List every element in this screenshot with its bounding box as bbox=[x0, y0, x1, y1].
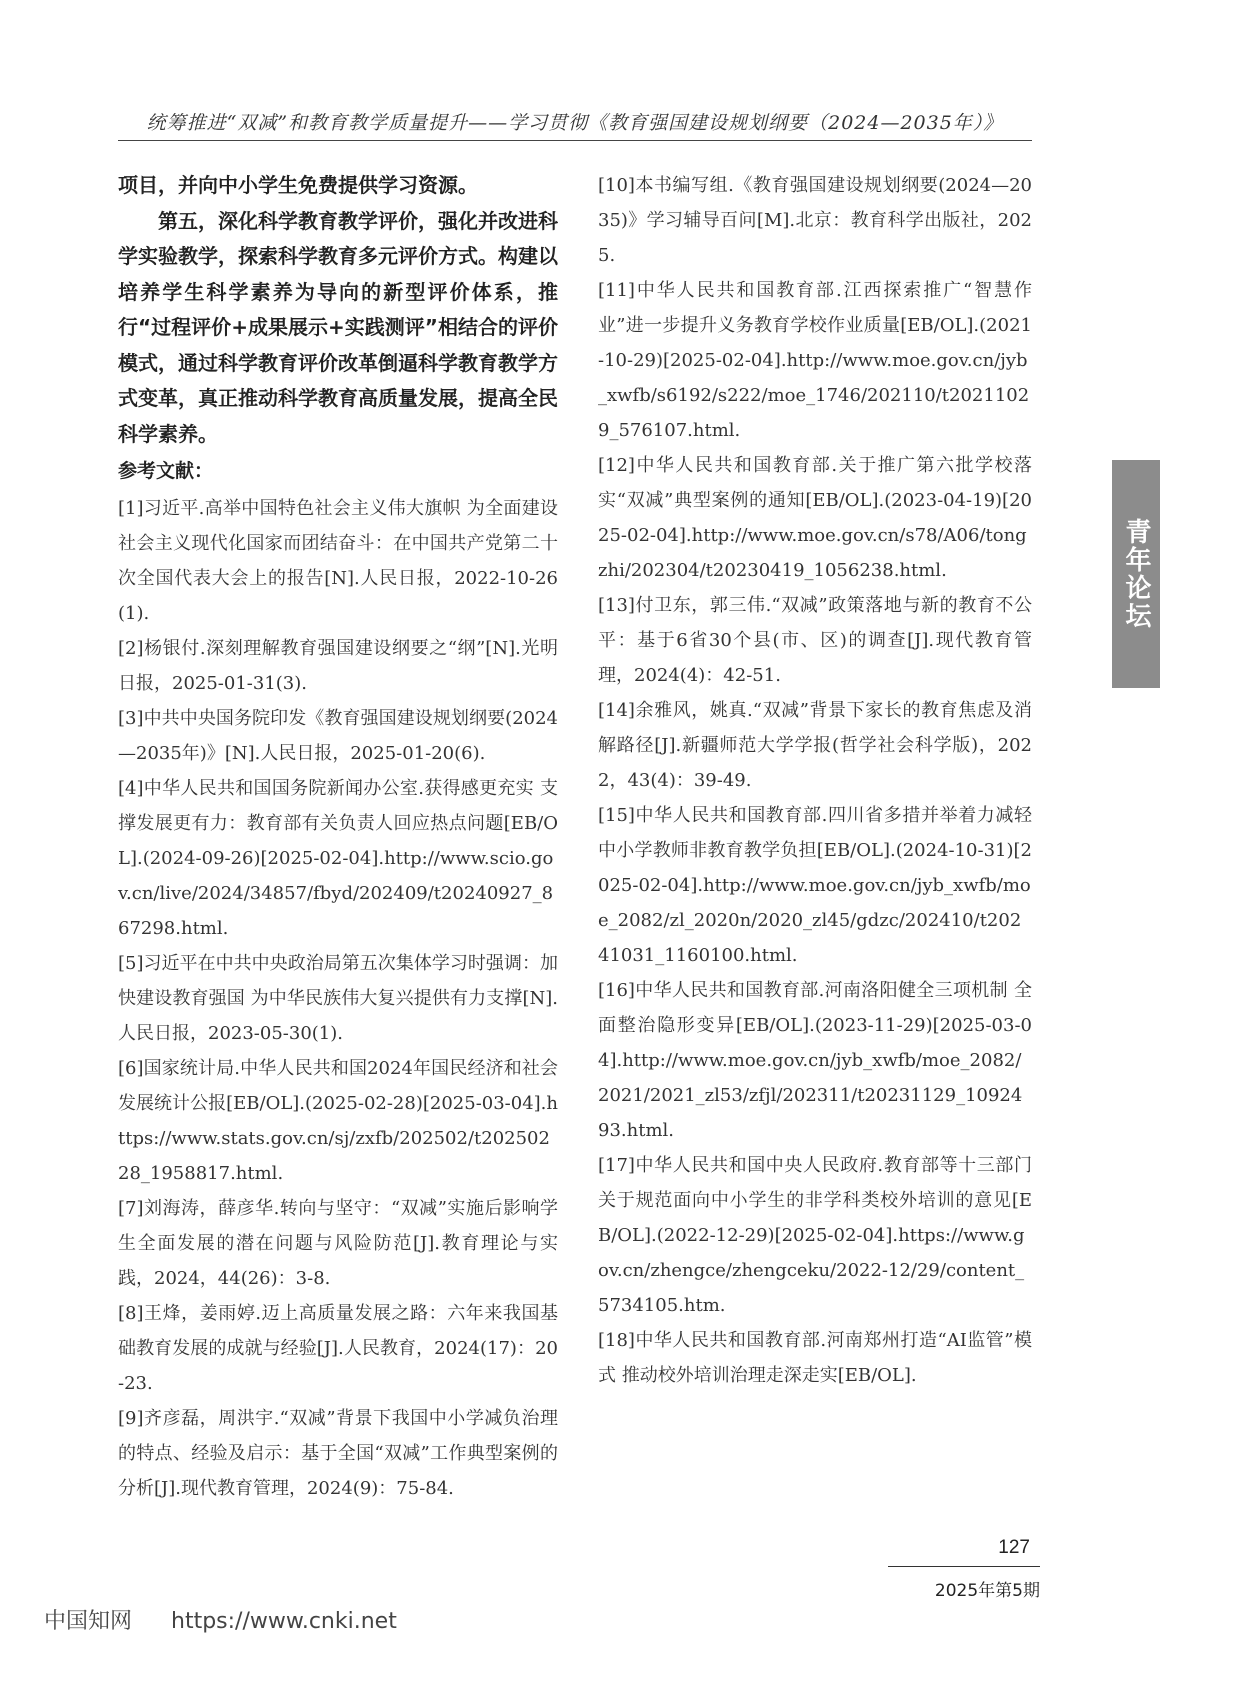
reference-item: [2]杨银付.深刻理解教育强国建设纲要之“纲”[N].光明日报，2025-01-31(3). bbox=[118, 638, 558, 694]
reference-item: [14]余雅风，姚真.“双减”背景下家长的教育焦虑及消解路径[J].新疆师范大学学报(哲学社会科学版)，2022，43(4)：39-49. bbox=[598, 700, 1032, 791]
reference-item: [4]中华人民共和国国务院新闻办公室.获得感更充实 支撑发展更有力：教育部有关负责人回应热点问题[EB/OL].(2024-09-26)[2025-02-04].http://www.scio.gov.cn/live/2024/34857/fbyd/202409/t20240927_867298.html. bbox=[118, 778, 558, 939]
right-column bbox=[598, 168, 1032, 1393]
section-side-tab-label: 青年论坛 bbox=[1121, 518, 1151, 630]
reference-item: [17]中华人民共和国中央人民政府.教育部等十三部门关于规范面向中小学生的非学科类校外培训的意见[EB/OL].(2022-12-29)[2025-02-04].https://www.gov.cn/zhengce/zhengceku/2022-12/29/content_5734105.htm. bbox=[598, 1155, 1032, 1316]
reference-item: [15]中华人民共和国教育部.四川省多措并举着力减轻中小学教师非教育教学负担[EB/OL].(2024-10-31)[2025-02-04].http://www.moe.gov.cn/jyb_xwfb/moe_2082/zl_2020n/2020_zl45/gdzc/202410/t20241031_1160100.html. bbox=[598, 805, 1032, 966]
section-side-tab bbox=[1112, 460, 1160, 688]
body-paragraph: 第五，深化科学教育教学评价，强化并改进科学实验教学，探索科学教育多元评价方式。构建以培养学生科学素养为导向的新型评价体系，推行“过程评价+成果展示+实践测评”相结合的评价模式，通过科学教育评价改革倒逼科学教育教学方式变革，真正推动科学教育高质量发展，提高全民科学素养。 bbox=[118, 208, 558, 446]
reference-item: [5]习近平在中共中央政治局第五次集体学习时强调：加快建设教育强国 为中华民族伟大复兴提供有力支撑[N].人民日报，2023-05-30(1). bbox=[118, 953, 558, 1044]
reference-item: [8]王烽，姜雨婷.迈上高质量发展之路：六年来我国基础教育发展的成就与经验[J].人民教育，2024(17)：20-23. bbox=[118, 1303, 558, 1394]
references-heading: 参考文献： bbox=[118, 460, 214, 482]
reference-item: [12]中华人民共和国教育部.关于推广第六批学校落实“双减”典型案例的通知[EB/OL].(2023-04-19)[2025-02-04].http://www.moe.gov.cn/s78/A06/tongzhi/202304/t20230419_1056238.html. bbox=[598, 455, 1032, 581]
running-header: 统筹推进“双减”和教育教学质量提升——学习贯彻《教育强国建设规划纲要（2024—2035年）》 bbox=[146, 112, 1004, 134]
watermark bbox=[44, 1604, 397, 1635]
reference-item: [11]中华人民共和国教育部.江西探索推广“智慧作业”进一步提升义务教育学校作业质量[EB/OL].(2021-10-29)[2025-02-04].http://www.moe.gov.cn/jyb_xwfb/s6192/s222/moe_1746/202110/t20211029_576107.html. bbox=[598, 280, 1032, 441]
watermark-url: https://www.cnki.net bbox=[171, 1609, 397, 1634]
reference-item: [9]齐彦磊，周洪宇.“双减”背景下我国中小学减负治理的特点、经验及启示：基于全国“双减”工作典型案例的分析[J].现代教育管理，2024(9)：75-84. bbox=[118, 1408, 558, 1499]
issue-label: 2025年第5期 bbox=[934, 1581, 1040, 1601]
reference-item: [16]中华人民共和国教育部.河南洛阳健全三项机制 全面整治隐形变异[EB/OL].(2023-11-29)[2025-03-04].http://www.moe.gov.cn/jyb_xwfb/moe_2082/2021/2021_zl53/zfjl/202311/t20231129_1092493.html. bbox=[598, 980, 1032, 1141]
watermark-name: 中国知网 bbox=[44, 1609, 133, 1634]
reference-item: [6]国家统计局.中华人民共和国2024年国民经济和社会发展统计公报[EB/OL].(2025-02-28)[2025-03-04].https://www.stats.gov.cn/sj/zxfb/202502/t20250228_1958817.html. bbox=[118, 1058, 558, 1184]
header-divider bbox=[118, 140, 1032, 141]
reference-item: [1]习近平.高举中国特色社会主义伟大旗帜 为全面建设社会主义现代化国家而团结奋斗：在中国共产党第二十次全国代表大会上的报告[N].人民日报，2022-10-26(1). bbox=[118, 498, 558, 624]
reference-item: [18]中华人民共和国教育部.河南郑州打造“AI监管”模式 推动校外培训治理走深走实[EB/OL]. bbox=[598, 1330, 1032, 1386]
body-paragraph: 项目，并向中小学生免费提供学习资源。 bbox=[118, 173, 478, 197]
page-number: 127 bbox=[998, 1537, 1030, 1558]
reference-item: [10]本书编写组.《教育强国建设规划纲要(2024—2035)》学习辅导百问[M].北京：教育科学出版社，2025. bbox=[598, 175, 1032, 266]
left-column bbox=[118, 168, 558, 1506]
reference-item: [13]付卫东，郭三伟.“双减”政策落地与新的教育不公平：基于6省30个县(市、区)的调查[J].现代教育管理，2024(4)：42-51. bbox=[598, 595, 1032, 686]
reference-item: [3]中共中央国务院印发《教育强国建设规划纲要(2024—2035年)》[N].人民日报，2025-01-20(6). bbox=[118, 708, 558, 764]
footer-divider bbox=[888, 1566, 1040, 1567]
reference-item: [7]刘海涛，薛彦华.转向与坚守：“双减”实施后影响学生全面发展的潜在问题与风险防范[J].教育理论与实践，2024，44(26)：3-8. bbox=[118, 1198, 558, 1289]
